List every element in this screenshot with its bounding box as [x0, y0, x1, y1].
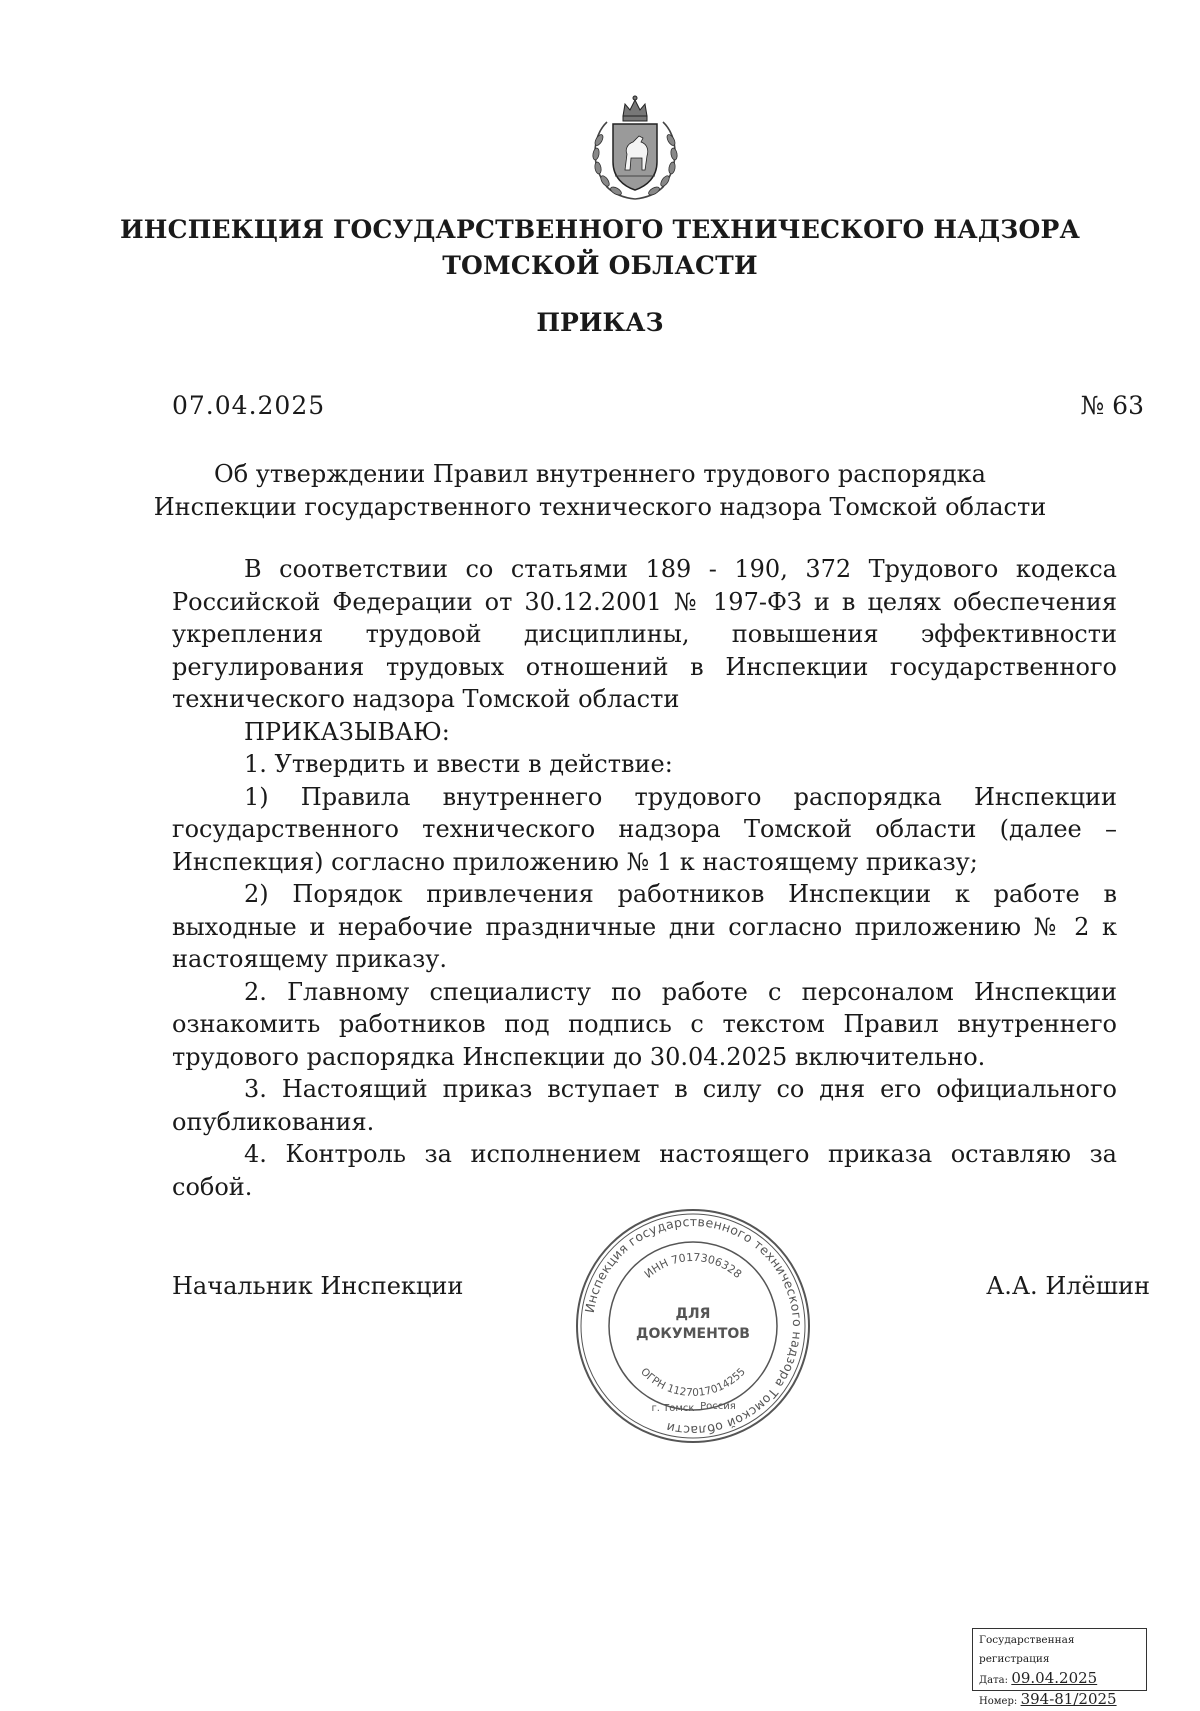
document-number: № 63: [1080, 391, 1144, 420]
registration-box: [972, 1628, 1147, 1708]
stamp-outer-text: Инспекция государственного технического надзора Томской области: [581, 1213, 806, 1439]
coat-of-arms-emblem: [585, 92, 685, 204]
stamp-city: г. Томск: [651, 1403, 695, 1414]
document-body: [172, 553, 1117, 1203]
preamble-paragraph: В соответствии со статьями 189 - 190, 372 Трудового кодекса Российской Федерации от 30.12.2001 № 197-ФЗ и в целях обеспечения укрепления трудовой дисциплины, повышения эффективности регулирования трудовых отношений в Инспекции государственного технического надзора Томской области: [172, 555, 1117, 713]
stamp-center-line1: ДЛЯ: [675, 1306, 711, 1322]
registration-number-value: 394-81/2025: [1020, 1690, 1117, 1708]
svg-text:ИНН 7017306328: [642, 1251, 744, 1281]
registration-title: Государственная регистрация: [979, 1634, 1075, 1665]
item-4-paragraph: 4. Контроль за исполнением настоящего приказа оставляю за собой.: [172, 1140, 1117, 1201]
signatory-position: Начальник Инспекции: [172, 1272, 464, 1300]
svg-text:ОГРН 1127017014255: [638, 1366, 748, 1399]
organization-title: [0, 212, 1200, 284]
item-1-1-paragraph: 1) Правила внутреннего трудового распорядка Инспекции государственного технического надзора Томской области (далее – Инспекция) согласно приложению № 1 к настоящему приказу;: [172, 782, 1117, 876]
document-date: 07.04.2025: [172, 391, 326, 420]
order-word-paragraph: ПРИКАЗЫВАЮ:: [244, 717, 450, 746]
subject-line2: Инспекции государственного технического надзора Томской области: [153, 493, 1047, 521]
stamp-ogrn: ОГРН 1127017014255: [638, 1365, 748, 1400]
stamp-country: Россия: [700, 1401, 736, 1412]
document-subject: [0, 458, 1200, 524]
subject-line1: Об утверждении Правил внутреннего трудового распорядка: [214, 460, 986, 488]
item-1-2-paragraph: 2) Порядок привлечения работников Инспекции к работе в выходные и нерабочие праздничные дни согласно приложению № 2 к настоящему приказу.: [172, 880, 1117, 973]
item-2-paragraph: 2. Главному специалисту по работе с персоналом Инспекции ознакомить работников под подпись с текстом Правил внутреннего трудового распорядка Инспекции до 30.04.2025 включительно.: [172, 977, 1117, 1071]
stamp-center-line2: ДОКУМЕНТОВ: [636, 1326, 750, 1342]
registration-date-row: [979, 1669, 1140, 1690]
item-3-paragraph: 3. Настоящий приказ вступает в силу со дня его официального опубликования.: [172, 1075, 1117, 1136]
document-type: ПРИКАЗ: [536, 308, 664, 337]
item-1-paragraph: 1. Утвердить и ввести в действие:: [244, 750, 673, 778]
stamp-inn: ИНН 7017306328: [641, 1250, 745, 1281]
registration-date-value: 09.04.2025: [1011, 1669, 1098, 1687]
registration-number-label: Номер:: [979, 1696, 1018, 1707]
organization-title-line1: ИНСПЕКЦИЯ ГОСУДАРСТВЕННОГО ТЕХНИЧЕСКОГО НАДЗОРА: [119, 215, 1081, 244]
registration-date-label: Дата:: [979, 1675, 1008, 1686]
registration-number-row: [979, 1690, 1140, 1711]
organization-title-line2: ТОМСКОЙ ОБЛАСТИ: [442, 251, 758, 280]
official-stamp: [573, 1206, 813, 1446]
signatory-name: А.А. Илёшин: [986, 1272, 1150, 1300]
